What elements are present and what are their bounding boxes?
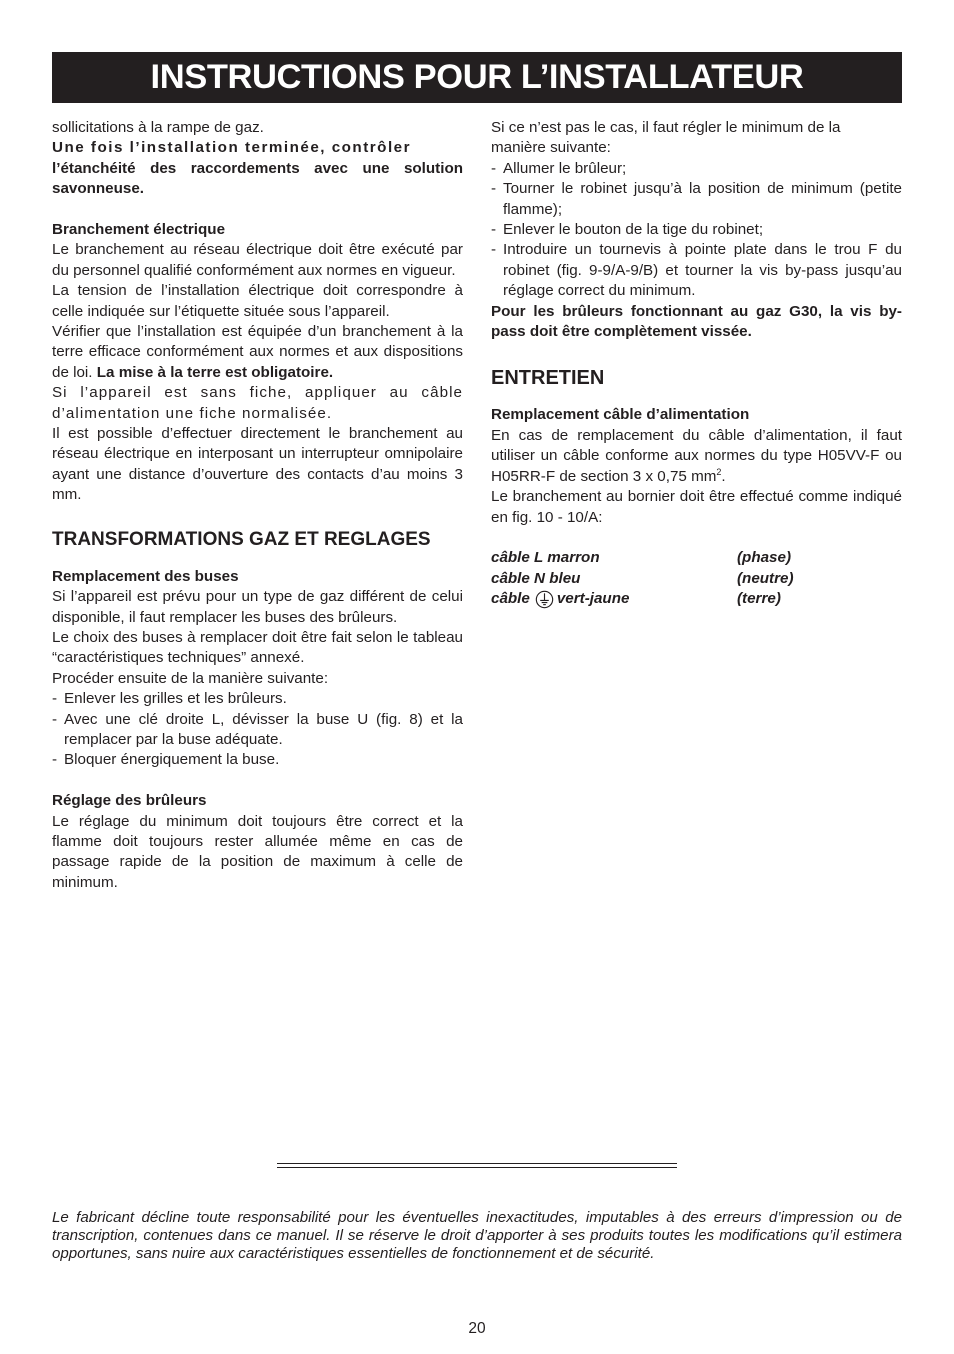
- g30-note: Pour les brûleurs fonctionnant au gaz G30, la vis by-pass doit être complètement vissée.: [491, 302, 902, 341]
- left-column: [52, 118, 463, 893]
- cable-wiring-table: [491, 548, 902, 609]
- page-title-banner: [52, 52, 902, 103]
- footer-divider: [277, 1163, 677, 1170]
- cable-row-neutral: [491, 569, 902, 589]
- intro-text: sollicitations à la rampe de gaz.: [52, 119, 264, 136]
- nozzle-paragraph-3: Procéder ensuite de la manière suivante:: [52, 669, 329, 687]
- page-title: INSTRUCTIONS POUR L’INSTALLATEUR: [150, 58, 804, 96]
- cable-name-suffix: vert-jaune: [556, 590, 630, 608]
- electrical-paragraph-3: [52, 322, 463, 383]
- list-item: - Avec une clé droite L, dévisser la buse U (fig. 8) et la remplacer par la buse adéquate.: [52, 710, 463, 751]
- cable-paragraph-2: Le branchement au bornier doit être effectué comme indiqué en fig. 10 - 10/A:: [491, 488, 902, 526]
- nozzle-paragraph-2: Le choix des buses à remplacer doit être fait selon le tableau “caractéristiques techniques” annexé.: [52, 628, 463, 667]
- cable-spec-end: .: [721, 467, 726, 485]
- cable-paragraph-1: [491, 426, 902, 487]
- burner-adjustment-paragraph: Le réglage du minimum doit toujours être correct et la flamme doit toujours rester allumée même en cas de passage rapide de la position de maximum à celle de minimum.: [52, 812, 463, 891]
- cable-role: (neutre): [737, 569, 794, 587]
- minimum-steps-list: [491, 159, 902, 302]
- cable-name-prefix: câble: [491, 590, 530, 608]
- gas-transformations-heading: TRANSFORMATIONS GAZ ET REGLAGES: [52, 528, 431, 550]
- electrical-paragraph-5: Il est possible d’effectuer directement le branchement au réseau électrique en interposant un interrupteur omnipolaire ayant une distance d’ouverture des contacts d’au moins 3 mm.: [52, 425, 463, 504]
- cable-name: [491, 589, 737, 609]
- nozzle-steps-list: [52, 689, 463, 771]
- cable-name: câble L marron: [491, 549, 600, 567]
- list-item: - Enlever les grilles et les brûleurs.: [52, 689, 463, 709]
- nozzle-paragraph-1: Si l’appareil est prévu pour un type de gaz différent de celui disponible, il faut remplacer les buses des brûleurs.: [52, 588, 463, 626]
- list-item: - Enlever le bouton de la tige du robinet;: [491, 220, 902, 240]
- nozzle-replacement-heading: Remplacement des buses: [52, 567, 239, 585]
- electrical-paragraph-1: Le branchement au réseau électrique doit être exécuté par du personnel qualifié conformément aux normes en vigueur.: [52, 241, 463, 279]
- disclaimer: [52, 1209, 902, 1263]
- cable-row-phase: [491, 548, 902, 568]
- cable-role: (terre): [737, 590, 781, 608]
- squared-superscript: 2: [716, 466, 722, 477]
- cable-spec-text: En cas de remplacement du câble d’alimentation, il faut utiliser un câble conforme aux normes du type H05VV-F ou H05RR-F de section 3 x 0,75 mm: [491, 426, 902, 485]
- check-warning-line2: l’étanchéité des raccordements avec une solution savonneuse.: [52, 159, 463, 198]
- list-item: - Introduire un tournevis à pointe plate dans le trou F du robinet (fig. 9-9/A-9/B) et tourner la vis by-pass jusqu’au réglage correct du minimum.: [491, 240, 902, 301]
- burner-adjustment-heading: Réglage des brûleurs: [52, 792, 207, 810]
- disclaimer-text: Le fabricant décline toute responsabilité pour les éventuelles inexactitudes, imputables à des erreurs d’impression ou de transcription, contenues dans ce manuel. Il se réserve le droit d’apporter à ses produits toutes les modifications qu’il estimera opportunes, sans nuire aux caractéristiques essentielles de fonctionnement et de sécurité.: [52, 1209, 902, 1262]
- cable-name: câble N bleu: [491, 569, 581, 587]
- minimum-intro: Si ce n’est pas le cas, il faut régler le minimum de la manière suivante:: [491, 119, 841, 157]
- cable-row-earth: [491, 589, 902, 609]
- cable-replacement-heading: Remplacement câble d’alimentation: [491, 406, 750, 424]
- check-warning-line1: Une fois l’installation terminée, contrôler: [52, 139, 412, 157]
- list-item: - Tourner le robinet jusqu’à la position de minimum (petite flamme);: [491, 179, 902, 220]
- cable-role: (phase): [737, 549, 792, 567]
- electrical-heading: Branchement électrique: [52, 221, 226, 239]
- list-item: - Bloquer énergiquement la buse.: [52, 750, 463, 770]
- electrical-paragraph-4: Si l’appareil est sans fiche, appliquer au câble d’alimentation une fiche normalisée.: [52, 384, 463, 422]
- maintenance-heading: ENTRETIEN: [491, 367, 605, 390]
- earth-mandatory-text: La mise à la terre est obligatoire.: [96, 363, 334, 381]
- list-item: - Allumer le brûleur;: [491, 159, 902, 179]
- earth-requirement-text: Vérifier que l’installation est équipée d’un branchement à la terre efficace conformément aux normes et aux dispositions de loi.: [52, 323, 463, 381]
- earth-ground-icon: [535, 590, 554, 609]
- page-number: 20: [468, 1320, 486, 1337]
- right-column: [491, 118, 902, 609]
- electrical-paragraph-2: La tension de l’installation électrique doit correspondre à celle indiquée sur l’étiquette située sous l’appareil.: [52, 282, 463, 320]
